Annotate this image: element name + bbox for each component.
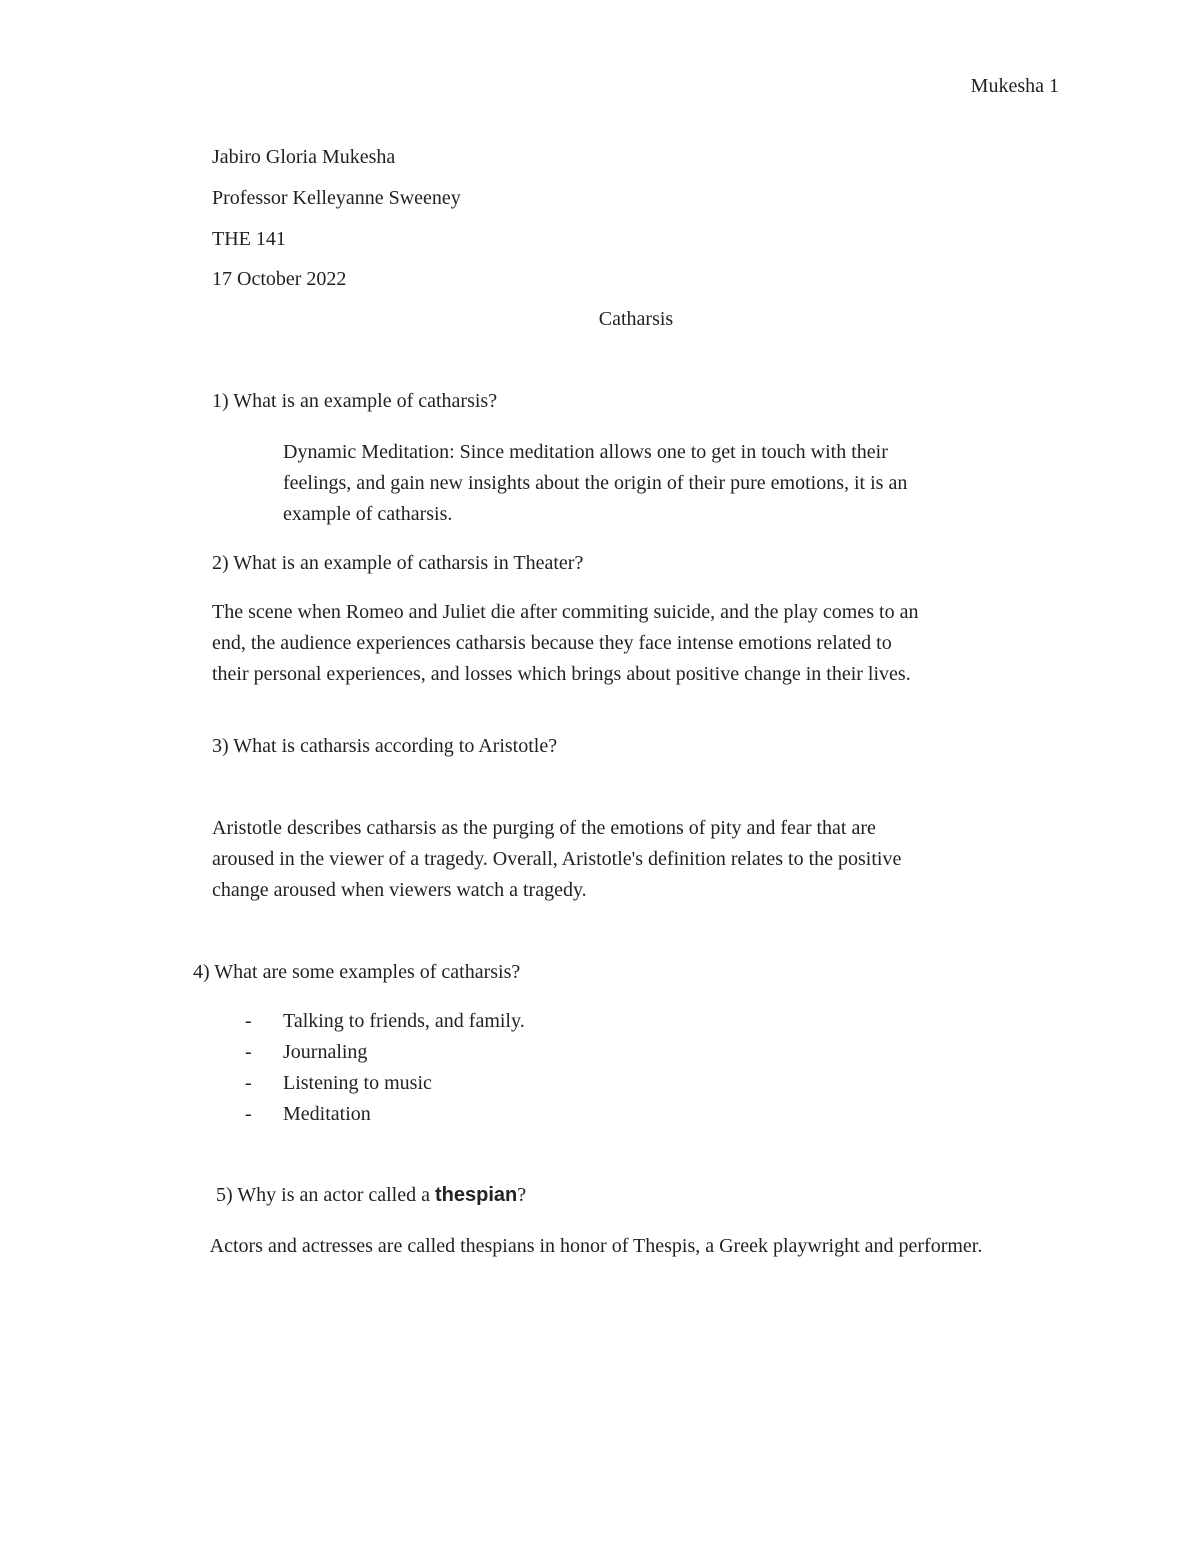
answer-3-line-2: aroused in the viewer of a tragedy. Overall, Aristotle's definition relates to the positive	[212, 848, 902, 870]
running-head: Mukesha 1	[970, 75, 1059, 97]
answer-2-line-3: their personal experiences, and losses which brings about positive change in their lives.	[212, 663, 911, 685]
bullet-marker: -	[245, 1010, 252, 1032]
document-title: Catharsis	[598, 308, 674, 330]
professor-name: Professor Kelleyanne Sweeney	[212, 187, 461, 209]
examples-list	[245, 1006, 525, 1130]
question-5	[216, 1180, 526, 1211]
question-5-suffix: ?	[517, 1184, 527, 1206]
answer-1-line-2: feelings, and gain new insights about the origin of their pure emotions, it is an	[283, 472, 908, 494]
question-5-prefix: 5) Why is an actor called a	[216, 1184, 435, 1206]
question-1: 1) What is an example of catharsis?	[212, 390, 498, 412]
answer-2-line-2: end, the audience experiences catharsis because they face intense emotions related to	[212, 632, 892, 654]
answer-3-line-3: change aroused when viewers watch a tragedy.	[212, 879, 587, 901]
list-item	[245, 1099, 525, 1130]
list-item-text: Talking to friends, and family.	[283, 1010, 525, 1032]
bullet-marker: -	[245, 1041, 252, 1063]
student-name: Jabiro Gloria Mukesha	[212, 146, 396, 168]
list-item-text: Meditation	[283, 1103, 371, 1125]
list-item	[245, 1006, 525, 1037]
question-5-keyword: thespian	[434, 1184, 518, 1206]
answer-2-line-1: The scene when Romeo and Juliet die after commiting suicide, and the play comes to an	[212, 601, 919, 623]
document-date: 17 October 2022	[212, 268, 347, 290]
answer-5: Actors and actresses are called thespians in honor of Thespis, a Greek playwright and performer.	[209, 1235, 983, 1257]
answer-1-line-1: Dynamic Meditation: Since meditation allows one to get in touch with their	[283, 441, 888, 463]
list-item	[245, 1068, 525, 1099]
course-code: THE 141	[212, 228, 286, 250]
list-item-text: Journaling	[283, 1041, 368, 1063]
question-3: 3) What is catharsis according to Aristotle?	[212, 735, 558, 757]
bullet-marker: -	[245, 1103, 252, 1125]
bullet-marker: -	[245, 1072, 252, 1094]
answer-1-line-3: example of catharsis.	[283, 503, 453, 525]
list-item	[245, 1037, 525, 1068]
question-2: 2) What is an example of catharsis in Theater?	[212, 552, 584, 574]
question-4: 4) What are some examples of catharsis?	[193, 961, 521, 983]
list-item-text: Listening to music	[283, 1072, 432, 1094]
answer-3-line-1: Aristotle describes catharsis as the purging of the emotions of pity and fear that are	[212, 817, 876, 839]
